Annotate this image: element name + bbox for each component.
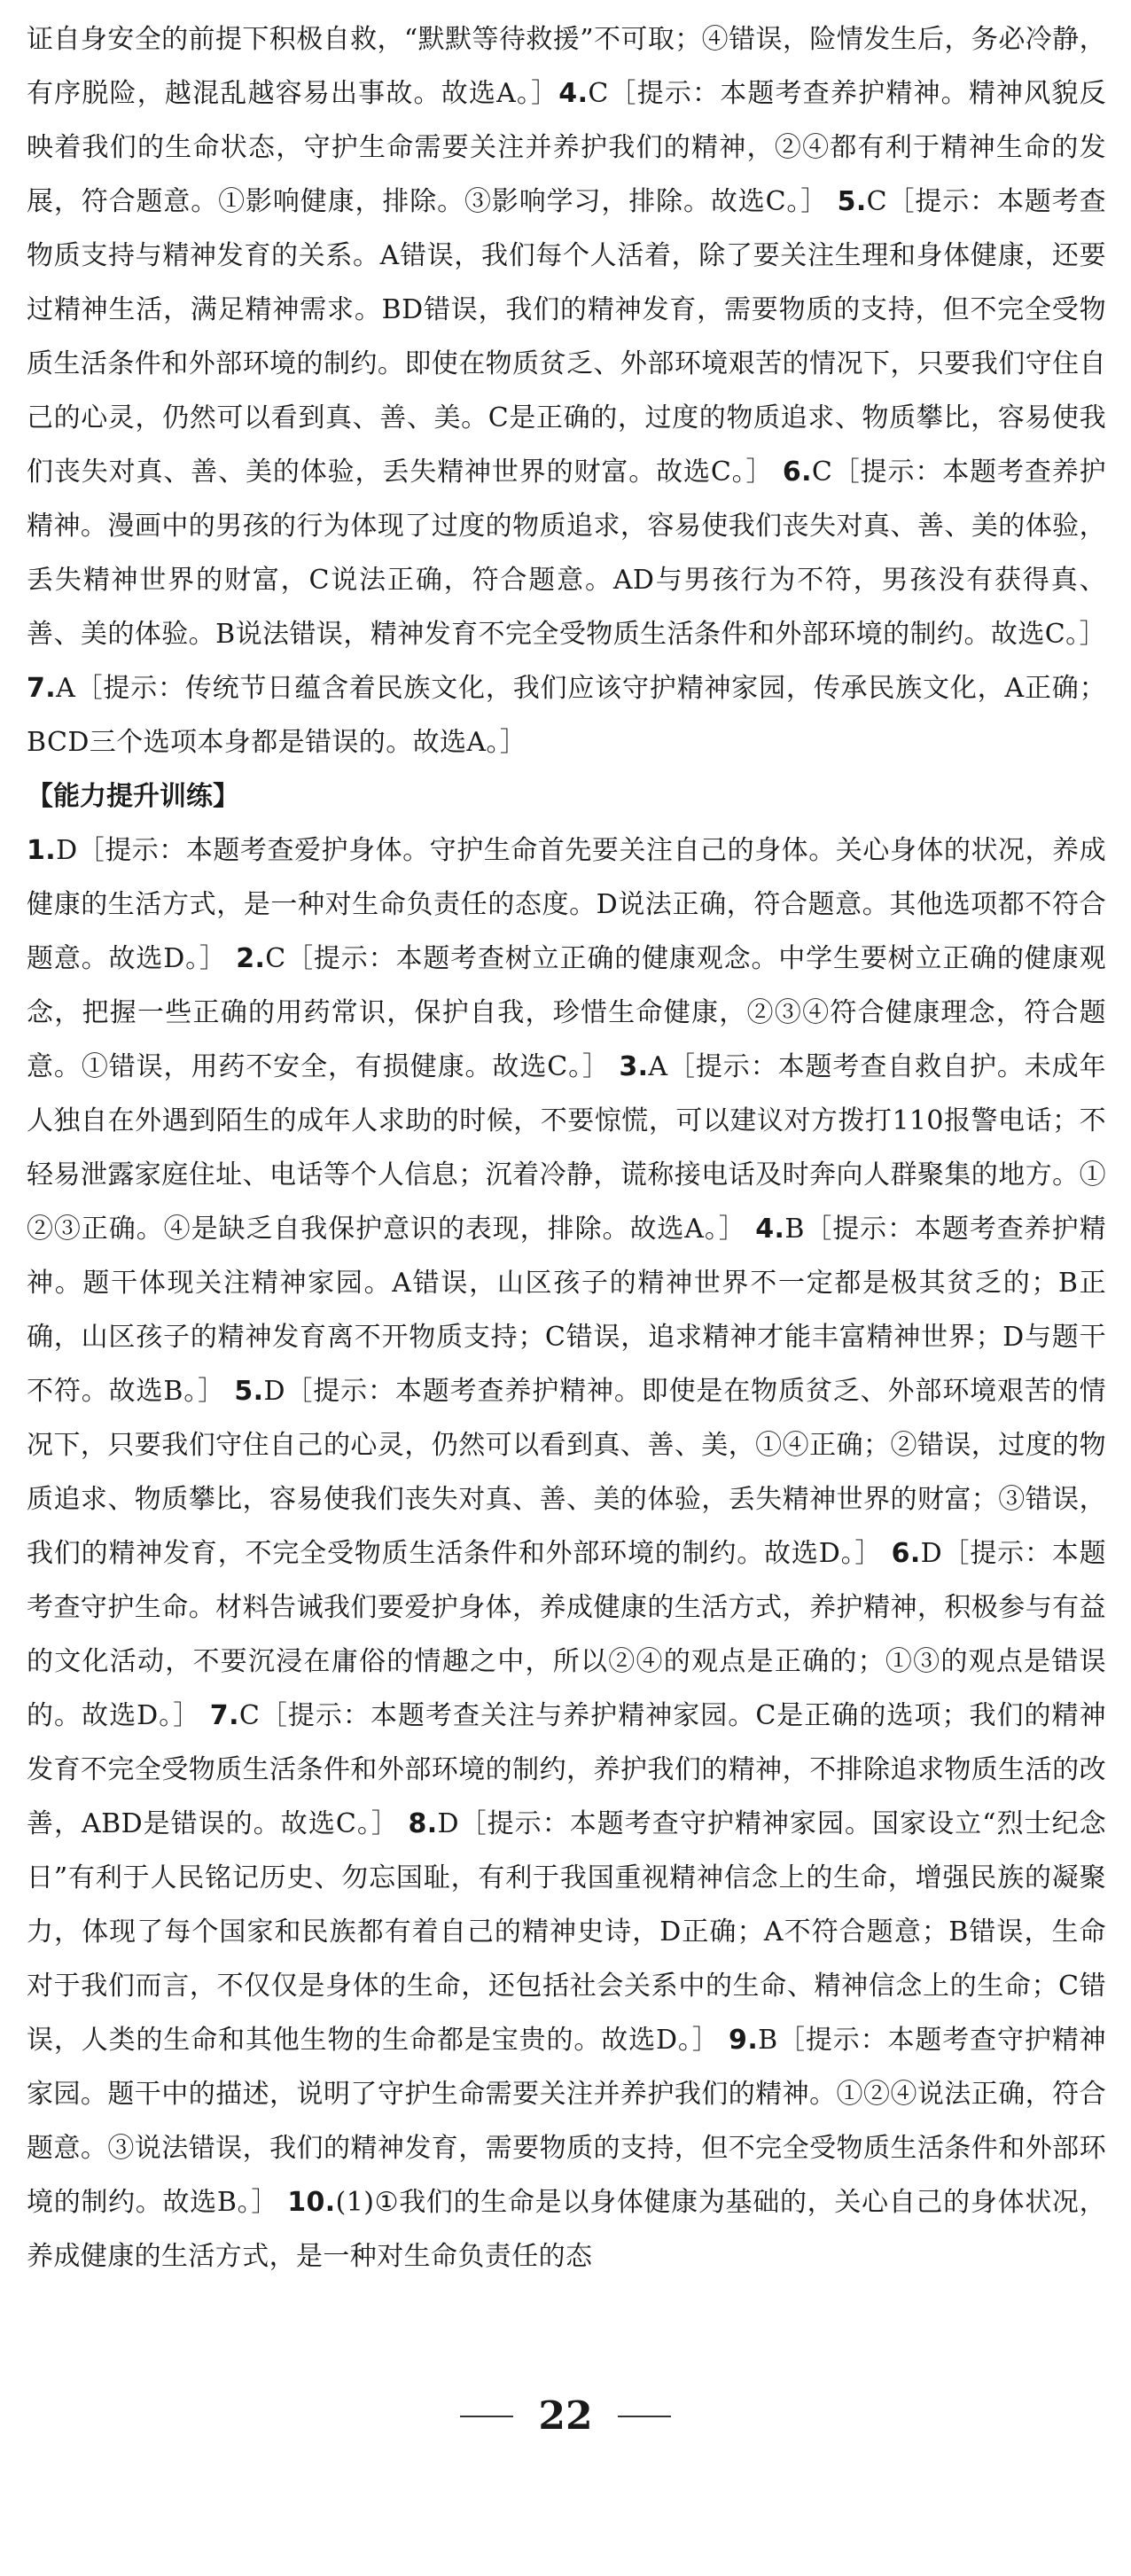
answer-paragraph <box>27 12 1106 769</box>
answer-text: A［提示：本题考查自救自护。未成年人独自在外遇到陌生的成年人求助的时候，不要惊慌，可以建议对方拨打110报警电话；不轻易泄露家庭住址、电话等个人信息；沉着冷静，谎称接电话及时奔向人群聚集的地方。①②③正确。④是缺乏自我保护意识的表现，排除。故选A。］ <box>27 1051 1106 1245</box>
question-number: 6. <box>891 1538 921 1569</box>
footer-rule-right <box>618 2416 671 2417</box>
section-title: 【能力提升训练】 <box>27 781 239 812</box>
answer-text: C［提示：本题考查养护精神。精神风貌反映着我们的生命状态，守护生命需要关注并养护我们的精神，②④都有利于精神生命的发展，符合题意。①影响健康，排除。③影响学习，排除。故选C。］ <box>27 78 1106 217</box>
answer-text: B［提示：本题考查守护精神家园。题干中的描述，说明了守护生命需要关注并养护我们的精神。①②④说法正确，符合题意。③说法错误，我们的精神发育，需要物质的支持，但不完全受物质生活条件和外部环境的制约。故选B。］ <box>27 2025 1106 2218</box>
question-number: 9. <box>729 2025 759 2056</box>
answer-text: D［提示：本题考查爱护身体。守护生命首先要关注自己的身体。关心身体的状况，养成健康的生活方式，是一种对生命负责任的态度。D说法正确，符合题意。其他选项都不符合题意。故选D。］ <box>27 835 1106 974</box>
question-number: 7. <box>209 1700 239 1731</box>
question-number: 4. <box>558 78 589 109</box>
footer-rule-left <box>460 2416 513 2417</box>
answer-text: C［提示：本题考查物质支持与精神发育的关系。A错误，我们每个人活着，除了要关注生理和身体健康，还要过精神生活，满足精神需求。BD错误，我们的精神发育，需要物质的支持，但不完全受物质生活条件和外部环境的制约。即使在物质贫乏、外部环境艰苦的情况下，只要我们守住自己的心灵，仍然可以看到真、善、美。C是正确的，过度的物质追求、物质攀比，容易使我们丧失对真、善、美的体验，丢失精神世界的财富。故选C。］ <box>27 186 1106 488</box>
question-number: 5. <box>234 1376 264 1407</box>
answer-text: B［提示：本题考查养护精神。题干体现关注精神家园。A错误，山区孩子的精神世界不一定都是极其贫乏的；B正确，山区孩子的精神发育离不开物质支持；C错误，追求精神才能丰富精神世界；D与题干不符。故选B。］ <box>27 1214 1106 1407</box>
question-number: 6. <box>782 457 812 488</box>
question-number: 8. <box>408 1808 438 1839</box>
answer-text: C［提示：本题考查关注与养护精神家园。C是正确的选项；我们的精神发育不完全受物质生活条件和外部环境的制约，养护我们的精神，不排除追求物质生活的改善，ABD是错误的。故选C。］ <box>27 1700 1106 1839</box>
question-number: 7. <box>27 673 57 704</box>
question-number: 2. <box>236 943 266 974</box>
question-number: 4. <box>755 1214 785 1245</box>
answer-text: D［提示：本题考查守护精神家园。国家设立“烈士纪念日”有利于人民铭记历史、勿忘国耻，有利于我国重视精神信念上的生命，增强民族的凝聚力，体现了每个国家和民族都有着自己的精神史诗，D正确；A不符合题意；B错误，生命对于我们而言，不仅仅是身体的生命，还包括社会关系中的生命、精神信念上的生命；C错误，人类的生命和其他生物的生命都是宝贵的。故选D。］ <box>27 1808 1106 2056</box>
question-number: 10. <box>287 2187 336 2218</box>
answer-text: C［提示：本题考查养护精神。漫画中的男孩的行为体现了过度的物质追求，容易使我们丧失对真、善、美的体验，丢失精神世界的财富，C说法正确，符合题意。AD与男孩行为不符，男孩没有获得真、善、美的体验。B说法错误，精神发育不完全受物质生活条件和外部环境的制约。故选C。］ <box>27 457 1106 650</box>
page-number: 22 <box>538 2393 593 2439</box>
question-number: 1. <box>27 835 57 866</box>
answer-paragraph <box>27 824 1106 2283</box>
page-footer <box>0 2393 1131 2439</box>
question-number: 3. <box>619 1051 649 1082</box>
answer-text: D［提示：本题考查养护精神。即使是在物质贫乏、外部环境艰苦的情况下，只要我们守住自己的心灵，仍然可以看到真、善、美，①④正确；②错误，过度的物质追求、物质攀比，容易使我们丧失对真、善、美的体验，丢失精神世界的财富；③错误，我们的精神发育，不完全受物质生活条件和外部环境的制约。故选D。］ <box>27 1376 1106 1569</box>
answer-text: 证自身安全的前提下积极自救，“默默等待救援”不可取；④错误，险情发生后，务必冷静，有序脱险，越混乱越容易出事故。故选A。］ <box>27 24 1106 109</box>
question-number: 5. <box>837 186 867 217</box>
answer-text: A［提示：传统节日蕴含着民族文化，我们应该守护精神家园，传承民族文化，A正确；BCD三个选项本身都是错误的。故选A。］ <box>27 673 1106 758</box>
answer-text: C［提示：本题考查树立正确的健康观念。中学生要树立正确的健康观念，把握一些正确的用药常识，保护自我，珍惜生命健康，②③④符合健康理念，符合题意。①错误，用药不安全，有损健康。故选C。］ <box>27 943 1106 1082</box>
answer-text: (1)①我们的生命是以身体健康为基础的，关心自己的身体状况，养成健康的生活方式，是一种对生命负责任的态 <box>27 2187 1107 2272</box>
answer-text: D［提示：本题考查守护生命。材料告诫我们要爱护身体，养成健康的生活方式，养护精神，积极参与有益的文化活动，不要沉浸在庸俗的情趣之中，所以②④的观点是正确的；①③的观点是错误的。故选D。］ <box>27 1538 1106 1731</box>
